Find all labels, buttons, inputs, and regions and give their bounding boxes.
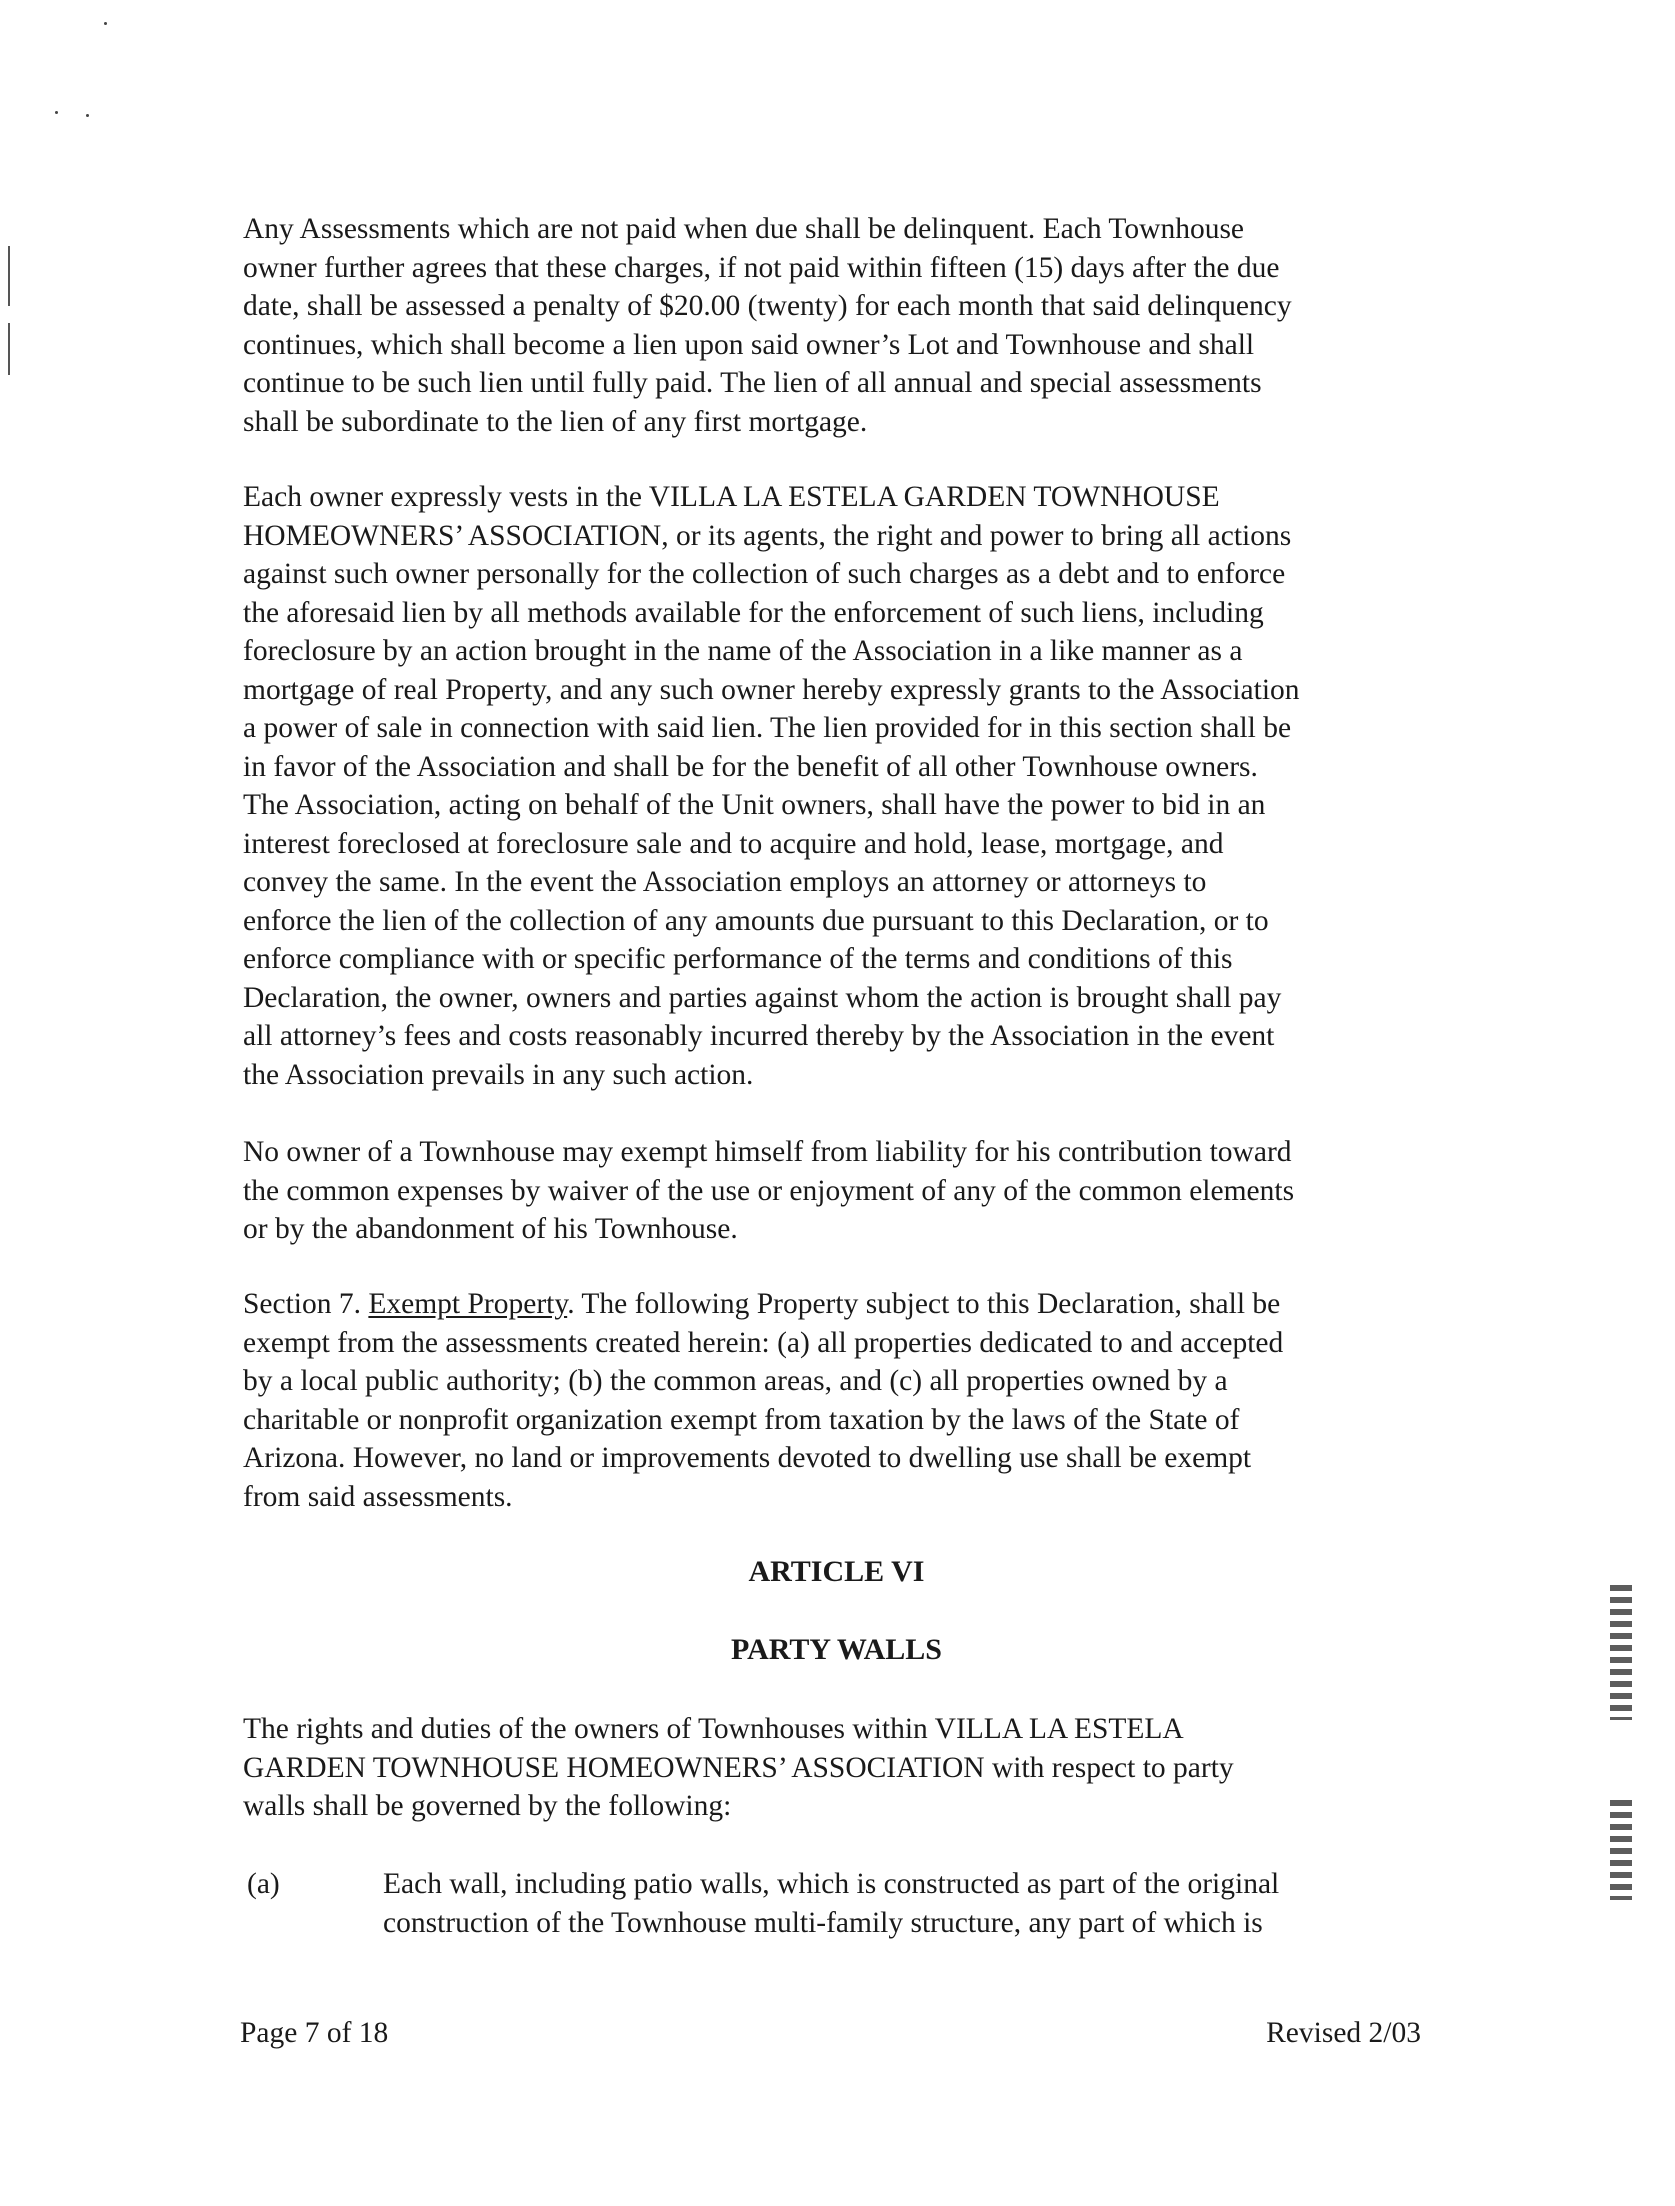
paragraph-delinquent-assessments: Any Assessments which are not paid when due shall be delinquent. Each Townhouse owner further agrees that these charges, if not paid within fifteen (15) days after the due date, shall be assessed a penalty of $20.00 (twenty) for each month that said delinquency continues, which shall become a lien upon said owner’s Lot and Townhouse and shall continue to be such lien until fully paid. The lien of all annual and special assessments shall be subordinate to the lien of any first mortgage. — [243, 213, 1292, 438]
scan-speck — [86, 114, 89, 117]
revision-bar — [8, 246, 10, 306]
section-number: Section 7. — [243, 1288, 369, 1320]
paragraph-section-7 — [243, 1285, 1443, 1516]
list-marker: (a) — [247, 1868, 280, 1900]
paragraph-no-exemption: No owner of a Townhouse may exempt himself from liability for his contribution toward the common expenses by waiver of the use or enjoyment of any of the common elements or by the abandonment of his Townhouse. — [243, 1136, 1295, 1245]
page-number: Page 7 of 18 — [240, 2017, 389, 2049]
article-title: PARTY WALLS — [731, 1633, 942, 1666]
recording-stamp — [1610, 1800, 1632, 1900]
section-title: Exempt Property — [368, 1288, 568, 1320]
scan-speck — [55, 111, 58, 114]
recording-stamp — [1610, 1585, 1632, 1720]
revision-bar — [8, 323, 10, 375]
revision-date: Revised 2/03 — [1266, 2017, 1421, 2049]
paragraph-lien-enforcement: Each owner expressly vests in the VILLA LA ESTELA GARDEN TOWNHOUSE HOMEOWNERS’ ASSOCIATION, or its agents, the right and power to bring all actions against such owner personally for the collection of such charges as a debt and to enforce the aforesaid lien by all methods available for the enforcement of such liens, including foreclosure by an action brought in the name of the Association in a like manner as a mortgage of real Property, and any such owner hereby expressly grants to the Association a power of sale in connection with said lien. The lien provided for in this section shall be in favor of the Association and shall be for the benefit of all other Townhouse owners. The Association, acting on behalf of the Unit owners, shall have the power to bid in an interest foreclosed at foreclosure sale and to acquire and hold, lease, mortgage, and convey the same. In the event the Association employs an attorney or attorneys to enforce the lien of the collection of any amounts due pursuant to this Declaration, or to enforce compliance with or specific performance of the terms and conditions of this Declaration, the owner, owners and parties against whom the action is brought shall pay all attorney’s fees and costs reasonably incurred thereby by the Association in the event the Association prevails in any such action. — [243, 481, 1300, 1091]
section-body: . The following Property subject to this Declaration, shall be exempt from the assessments created herein: (a) all properties dedicated to and accepted by a local public authority; (b) the common areas, and (c) all properties owned by a charitable or nonprofit organization exempt from taxation by the laws of the State of Arizona. However, no land or improvements devoted to dwelling use shall be exempt from said assessments. — [243, 1288, 1284, 1513]
article-heading: ARTICLE VI — [748, 1555, 925, 1588]
scan-speck — [104, 22, 107, 25]
paragraph-party-walls-intro: The rights and duties of the owners of Townhouses within VILLA LA ESTELA GARDEN TOWNHOUSE HOMEOWNERS’ ASSOCIATION with respect to party walls shall be governed by the following: — [243, 1713, 1234, 1822]
list-item-text: Each wall, including patio walls, which is constructed as part of the original construction of the Townhouse multi-family structure, any part of which is — [383, 1868, 1280, 1939]
